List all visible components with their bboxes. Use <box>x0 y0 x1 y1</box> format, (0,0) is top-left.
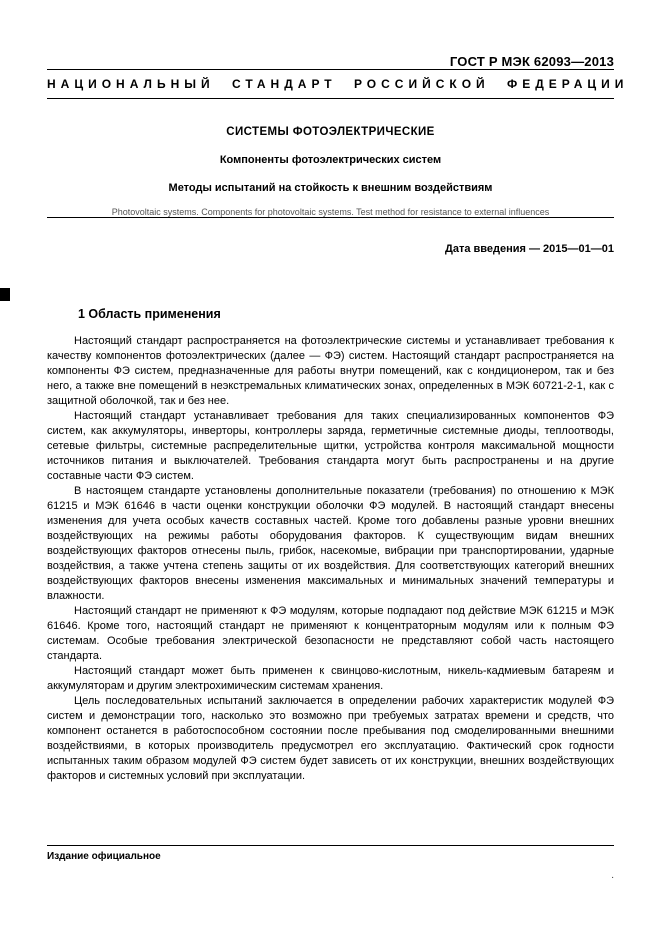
standard-title-sub2: Методы испытаний на стойкость к внешним воздействиям <box>168 182 493 194</box>
footer-dot: . <box>611 870 614 881</box>
print-registration-mark <box>0 288 10 301</box>
body-paragraph: Цель последовательных испытаний заключается в определении рабочих характеристик модулей ФЭ систем и демонстрации того, насколько это возможно при требуемых затратах времени и средств, что компонент останется в работоспособном состоянии после пребывания под смоделированными внешними воздействиями, в которых производитель предусмотрел его эксплуатацию. Фактический срок годности испытанных таким образом модулей ФЭ систем будет зависеть от их конструкции, внешних воздействующих факторов и системных условий при эксплуатации. <box>47 695 614 782</box>
header-rule-top <box>47 69 614 70</box>
section-1-body <box>47 334 614 784</box>
title-block <box>47 126 614 217</box>
header-rule-bottom <box>47 98 614 99</box>
body-paragraph: В настоящем стандарте установлены дополнительные показатели (требования) по отношению к МЭК 61215 и МЭК 61646 в части оценки конструкции оболочки ФЭ модулей. В настоящий стандарт внесены изменения для учета особых качеств составных частей. Кроме того добавлены разные уровни внешних воздействующих на режимы работы оборудования факторов. К существующим видам внешних воздействующих факторов отнесены пыль, грибок, насекомые, вибрации при транспортировании, ударные воздействия, а также учтена степень защиты от их воздействия. Для соответствующих категорий внешних воздействующих факторов внесены изменения максимальных и минимальных значений температуры и влажности. <box>47 485 614 602</box>
page-footer <box>47 845 614 881</box>
body-paragraph: Настоящий стандарт распространяется на фотоэлектрические системы и устанавливает требования к качеству компонентов фотоэлектрических (далее — ФЭ) систем. Настоящий стандарт распространяется на компоненты ФЭ систем, предназначенные для работы внутри помещений, как с кондиционером, так и без него, а также вне помещений в неэкстремальных климатических зонах, определенных в МЭК 60721-2-1, как с защитной оболочкой, так и без нее. <box>47 335 614 407</box>
body-paragraph: Настоящий стандарт не применяют к ФЭ модулям, которые подпадают под действие МЭК 61215 и МЭК 61646. Кроме того, настоящий стандарт не применяют к концентраторным модулям или к полным ФЭ системам. Особые требования электрической безопасности не представляют собой часть настоящего стандарта. <box>47 605 614 662</box>
standard-title-sub1: Компоненты фотоэлектрических систем <box>219 154 442 166</box>
title-rule <box>47 217 614 218</box>
standard-title-english: Photovoltaic systems. Components for photovoltaic systems. Test method for resistance to external influences <box>111 207 550 217</box>
introduction-date: Дата введения — 2015—01—01 <box>445 243 614 255</box>
section-1-heading: 1 Область применения <box>78 307 221 321</box>
body-paragraph: Настоящий стандарт устанавливает требования для таких специализированных компонентов ФЭ систем, как аккумуляторы, инверторы, контроллеры заряда, герметичные системные диоды, теплоотводы, сетевые фильтры, системные распределительные щитки, устройства контроля максимальной мощности источников питания и выключателей. Требования стандарта могут быть распространены и на другие составные части ФЭ систем. <box>47 410 614 482</box>
standard-title-main: СИСТЕМЫ ФОТОЭЛЕКТРИЧЕСКИЕ <box>226 126 435 138</box>
document-code: ГОСТ Р МЭК 62093—2013 <box>449 54 614 69</box>
footer-rule <box>47 845 614 846</box>
official-edition-label: Издание официальное <box>47 851 161 862</box>
national-standard-banner: НАЦИОНАЛЬНЫЙ СТАНДАРТ РОССИЙСКОЙ ФЕДЕРАЦИИ <box>47 77 629 91</box>
page-content <box>47 0 629 784</box>
body-paragraph: Настоящий стандарт может быть применен к свинцово-кислотным, никель-кадмиевым батареям и аккумуляторам и другим электрохимическим системам хранения. <box>47 665 614 692</box>
